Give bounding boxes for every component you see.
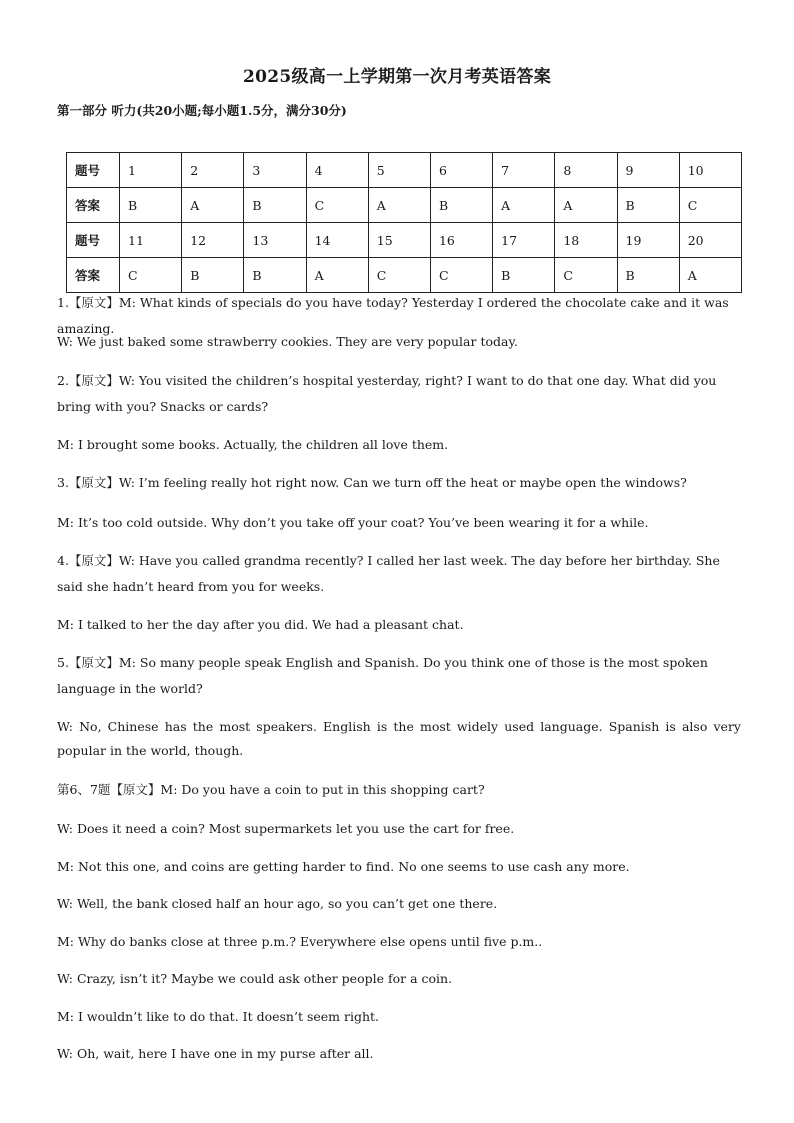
table-cell: 3: [244, 153, 306, 188]
table-cell: A: [368, 188, 430, 223]
table-row: [67, 153, 742, 188]
table-cell: 16: [430, 223, 492, 258]
table-cell: 8: [555, 153, 617, 188]
transcript-paragraph: W: Crazy, isn’t it? Maybe we could ask other people for a coin.: [57, 971, 453, 986]
table-cell: B: [182, 258, 244, 293]
transcript-paragraph: 1.【原文】M: What kinds of specials do you have today? Yesterday I ordered the chocolate cake and it was amazing.: [57, 295, 729, 336]
row-label: 答案: [67, 188, 120, 223]
table-cell: B: [244, 258, 306, 293]
table-cell: C: [555, 258, 617, 293]
transcript-paragraph: M: Why do banks close at three p.m.? Everywhere else opens until five p.m..: [57, 934, 543, 949]
table-cell: B: [617, 188, 679, 223]
page-title: 2025级高一上学期第一次月考英语答案: [242, 67, 551, 87]
answer-table: [66, 152, 742, 293]
section-heading: 第一部分 听力(共20小题;每小题1.5分，满分30分): [57, 103, 347, 118]
table-cell: 12: [182, 223, 244, 258]
transcript-paragraph: W: Well, the bank closed half an hour ago, so you can’t get one there.: [57, 896, 498, 911]
transcript-paragraph: M: Not this one, and coins are getting harder to find. No one seems to use cash any more.: [57, 859, 630, 874]
table-cell: B: [617, 258, 679, 293]
table-cell: 4: [306, 153, 368, 188]
table-cell: B: [430, 188, 492, 223]
transcript-paragraph: 5.【原文】M: So many people speak English and Spanish. Do you think one of those is the most spoken language in the world?: [57, 655, 708, 696]
table-cell: 7: [493, 153, 555, 188]
transcript-paragraph: 3.【原文】W: I’m feeling really hot right now. Can we turn off the heat or maybe open the windows?: [57, 475, 687, 490]
row-label: 题号: [67, 153, 120, 188]
table-cell: 14: [306, 223, 368, 258]
table-cell: 15: [368, 223, 430, 258]
transcript-paragraph: W: Oh, wait, here I have one in my purse after all.: [57, 1046, 374, 1061]
transcript-paragraph: M: I wouldn’t like to do that. It doesn’t seem right.: [57, 1009, 380, 1024]
table-cell: A: [182, 188, 244, 223]
table-row: [67, 188, 742, 223]
table-row: [67, 258, 742, 293]
table-cell: 10: [679, 153, 741, 188]
table-cell: 20: [679, 223, 741, 258]
table-cell: 18: [555, 223, 617, 258]
table-cell: C: [306, 188, 368, 223]
transcript-paragraph: W: We just baked some strawberry cookies. They are very popular today.: [57, 334, 518, 349]
transcript-paragraph: W: Does it need a coin? Most supermarkets let you use the cart for free.: [57, 821, 515, 836]
table-cell: 6: [430, 153, 492, 188]
table-cell: A: [306, 258, 368, 293]
transcript-paragraph: M: I talked to her the day after you did. We had a pleasant chat.: [57, 617, 464, 632]
table-cell: 9: [617, 153, 679, 188]
row-label: 题号: [67, 223, 120, 258]
transcript-paragraph: 2.【原文】W: You visited the children’s hospital yesterday, right? I want to do that one day. What did you bring with you? Snacks or cards?: [57, 373, 717, 414]
transcript-paragraph: W: No, Chinese has the most speakers. English is the most widely used language. Spanish is also very popular in the world, though.: [57, 719, 741, 758]
table-cell: C: [679, 188, 741, 223]
table-cell: 2: [182, 153, 244, 188]
table-cell: B: [120, 188, 182, 223]
table-cell: 11: [120, 223, 182, 258]
table-cell: C: [368, 258, 430, 293]
table-cell: 5: [368, 153, 430, 188]
table-cell: A: [679, 258, 741, 293]
table-cell: C: [430, 258, 492, 293]
table-cell: 17: [493, 223, 555, 258]
table-cell: A: [493, 188, 555, 223]
row-label: 答案: [67, 258, 120, 293]
transcript-paragraph: 第6、7题【原文】M: Do you have a coin to put in this shopping cart?: [57, 782, 485, 797]
table-cell: A: [555, 188, 617, 223]
table-cell: 19: [617, 223, 679, 258]
transcript-paragraph: M: It’s too cold outside. Why don’t you take off your coat? You’ve been wearing it for a while.: [57, 515, 649, 530]
transcript-paragraph: 4.【原文】W: Have you called grandma recently? I called her last week. The day before her birthday. She said she hadn’t heard from you for weeks.: [57, 553, 720, 594]
table-cell: C: [120, 258, 182, 293]
table-cell: 1: [120, 153, 182, 188]
table-cell: B: [244, 188, 306, 223]
table-row: [67, 223, 742, 258]
table-cell: 13: [244, 223, 306, 258]
transcript-paragraph: M: I brought some books. Actually, the children all love them.: [57, 437, 449, 452]
table-cell: B: [493, 258, 555, 293]
